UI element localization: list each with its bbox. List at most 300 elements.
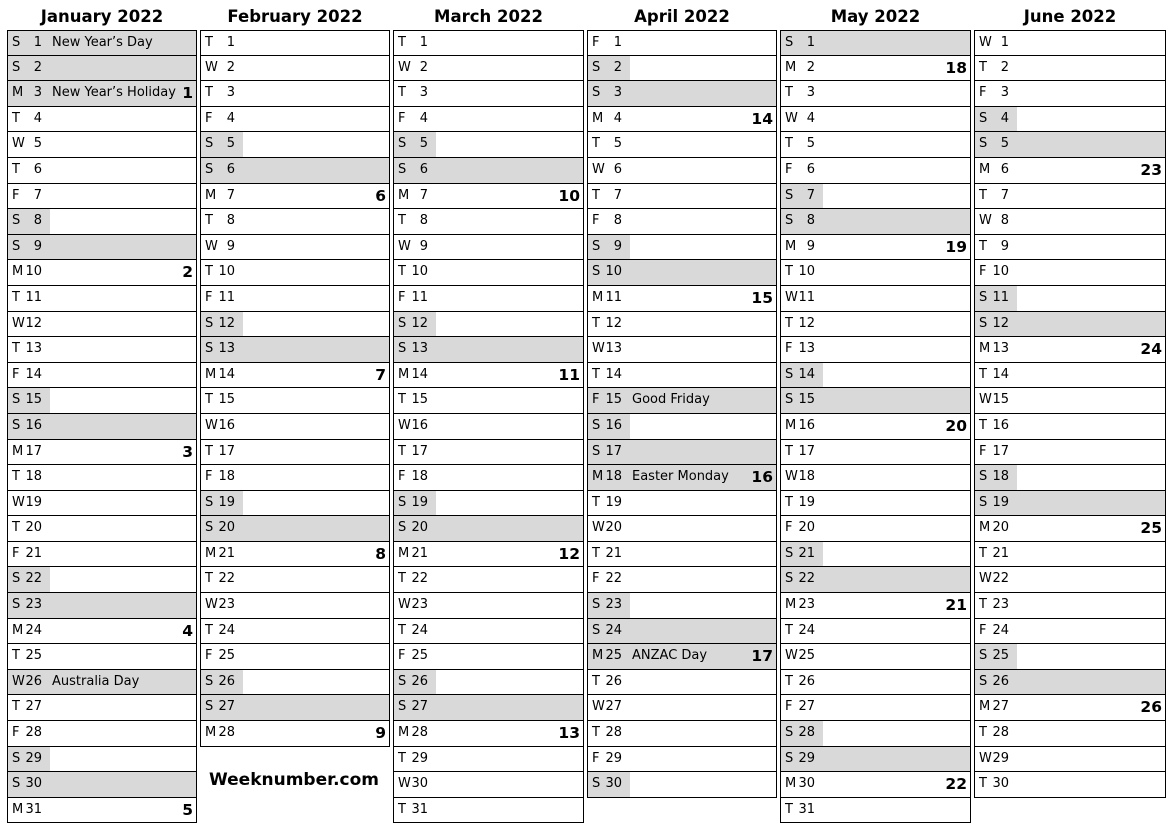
day-row	[394, 30, 583, 56]
day-number: 17	[218, 443, 235, 459]
day-number: 12	[25, 315, 42, 331]
day-row	[394, 747, 583, 773]
day-number: 31	[798, 801, 815, 817]
day-number: 30	[798, 776, 815, 792]
day-row	[394, 388, 583, 414]
day-row	[975, 107, 1165, 133]
day-row	[588, 107, 776, 133]
month-title: January 2022	[40, 7, 164, 26]
day-number: 11	[798, 289, 815, 305]
weekday-letter: M	[592, 469, 604, 485]
day-row	[201, 337, 389, 363]
day-row	[394, 593, 583, 619]
day-row	[781, 81, 970, 107]
weekday-letter: W	[979, 392, 992, 408]
day-number: 20	[992, 520, 1009, 536]
day-number: 5	[1000, 136, 1009, 152]
day-number: 15	[992, 392, 1009, 408]
day-number: 10	[798, 264, 815, 280]
day-number: 12	[605, 315, 622, 331]
day-row	[8, 235, 196, 261]
day-number: 18	[25, 469, 42, 485]
day-row	[588, 158, 776, 184]
week-number: 12	[558, 544, 580, 563]
holiday-name: New Year’s Holiday	[52, 85, 176, 101]
day-number: 24	[605, 622, 622, 638]
day-row	[781, 56, 970, 82]
day-number: 13	[218, 341, 235, 357]
day-list	[393, 30, 584, 823]
day-row	[8, 747, 196, 773]
day-number: 6	[419, 161, 428, 177]
day-row	[975, 747, 1165, 773]
weekday-letter: W	[592, 161, 605, 177]
weekday-letter: S	[592, 264, 601, 280]
day-number: 26	[798, 673, 815, 689]
weekday-letter: T	[205, 35, 213, 50]
day-row	[394, 772, 583, 798]
day-number: 22	[798, 571, 815, 587]
weekday-letter: S	[12, 417, 21, 433]
day-number: 9	[226, 238, 235, 254]
weekday-letter: F	[398, 110, 406, 126]
day-row	[781, 772, 970, 798]
week-number: 13	[558, 724, 580, 743]
weekday-letter: T	[979, 545, 987, 561]
day-row	[781, 567, 970, 593]
day-number: 3	[33, 85, 42, 101]
day-row	[588, 542, 776, 568]
week-number: 24	[1140, 340, 1162, 359]
day-number: 21	[218, 545, 235, 561]
month-title: March 2022	[434, 7, 543, 26]
weekday-letter: T	[12, 341, 20, 357]
month-column	[7, 0, 197, 823]
week-number: 21	[945, 596, 967, 615]
day-row	[201, 107, 389, 133]
day-row	[975, 81, 1165, 107]
weekday-letter: S	[979, 110, 988, 126]
weekday-letter: T	[12, 699, 20, 715]
weekday-letter: W	[398, 597, 411, 613]
weekday-letter: S	[785, 725, 794, 741]
day-row	[8, 619, 196, 645]
weekday-letter: S	[12, 750, 21, 766]
weekday-letter: S	[785, 571, 794, 587]
weekday-letter: T	[398, 392, 406, 408]
day-row	[975, 235, 1165, 261]
holiday-name: Easter Monday	[632, 469, 729, 485]
day-number: 14	[411, 366, 428, 382]
week-number: 25	[1140, 519, 1162, 538]
day-number: 9	[1000, 238, 1009, 254]
day-number: 25	[992, 648, 1009, 664]
weekday-letter: S	[12, 35, 21, 50]
day-row	[781, 619, 970, 645]
day-number: 20	[798, 520, 815, 536]
day-number: 13	[25, 341, 42, 357]
day-number: 1	[1000, 35, 1009, 50]
day-row	[201, 414, 389, 440]
weekday-letter: W	[785, 648, 798, 664]
day-number: 15	[411, 392, 428, 408]
day-row	[394, 516, 583, 542]
day-row	[394, 81, 583, 107]
weekday-letter: M	[12, 264, 24, 280]
day-number: 30	[25, 776, 42, 792]
day-row	[8, 56, 196, 82]
day-number: 16	[218, 417, 235, 433]
day-row	[588, 491, 776, 517]
day-number: 22	[25, 571, 42, 587]
day-number: 28	[992, 725, 1009, 741]
weekday-letter: F	[398, 469, 406, 485]
day-row	[781, 30, 970, 56]
day-number: 27	[992, 699, 1009, 715]
day-row	[781, 132, 970, 158]
day-number: 20	[25, 520, 42, 536]
weekday-letter: S	[979, 469, 988, 485]
day-row	[201, 81, 389, 107]
day-row	[201, 158, 389, 184]
day-row	[394, 209, 583, 235]
weekday-letter: T	[785, 673, 793, 689]
weekday-letter: T	[979, 187, 987, 203]
day-number: 21	[25, 545, 42, 561]
day-row	[975, 30, 1165, 56]
day-row	[8, 312, 196, 338]
day-row	[588, 593, 776, 619]
day-number: 29	[798, 750, 815, 766]
day-row	[975, 286, 1165, 312]
day-number: 4	[1000, 110, 1009, 126]
weekday-letter: M	[979, 161, 991, 177]
day-row	[8, 516, 196, 542]
day-number: 8	[226, 213, 235, 229]
day-row	[201, 132, 389, 158]
day-row	[588, 260, 776, 286]
week-number: 23	[1140, 160, 1162, 179]
day-row	[8, 184, 196, 210]
day-row	[975, 695, 1165, 721]
day-number: 3	[1000, 85, 1009, 101]
day-row	[8, 440, 196, 466]
weekday-letter: S	[592, 443, 601, 459]
day-row	[394, 721, 583, 747]
weekday-letter: S	[785, 366, 794, 382]
day-row	[975, 363, 1165, 389]
day-row	[8, 158, 196, 184]
weekday-letter: W	[398, 417, 411, 433]
weekday-letter: T	[398, 622, 406, 638]
weekday-letter: T	[398, 571, 406, 587]
day-row	[781, 465, 970, 491]
week-number: 9	[375, 724, 386, 743]
day-number: 4	[226, 110, 235, 126]
day-row	[394, 337, 583, 363]
weekday-letter: F	[979, 264, 987, 280]
day-row	[975, 772, 1165, 798]
day-number: 22	[992, 571, 1009, 587]
day-row	[201, 542, 389, 568]
day-row	[394, 465, 583, 491]
day-row	[975, 593, 1165, 619]
weekday-letter: T	[785, 136, 793, 152]
day-row	[8, 798, 196, 824]
day-number: 1	[226, 35, 235, 50]
weekday-letter: S	[205, 341, 214, 357]
weekday-letter: T	[398, 443, 406, 459]
weekday-letter: M	[785, 59, 797, 75]
day-number: 27	[25, 699, 42, 715]
day-number: 20	[218, 520, 235, 536]
day-number: 21	[411, 545, 428, 561]
weekday-letter: S	[12, 776, 21, 792]
day-number: 27	[218, 699, 235, 715]
day-row	[975, 542, 1165, 568]
day-row	[975, 56, 1165, 82]
day-number: 7	[33, 187, 42, 203]
week-number: 3	[182, 442, 193, 461]
day-row	[8, 337, 196, 363]
day-row	[394, 184, 583, 210]
day-row	[394, 158, 583, 184]
day-row	[201, 619, 389, 645]
day-number: 25	[25, 648, 42, 664]
weekday-letter: T	[12, 648, 20, 664]
weekday-letter: T	[205, 392, 213, 408]
weekday-letter: M	[205, 545, 217, 561]
weekday-letter: W	[785, 110, 798, 126]
weekday-letter: S	[12, 597, 21, 613]
day-row	[781, 209, 970, 235]
day-number: 16	[25, 417, 42, 433]
day-row	[201, 235, 389, 261]
day-number: 30	[411, 776, 428, 792]
weekday-letter: S	[979, 648, 988, 664]
weekday-letter: W	[785, 469, 798, 485]
day-row	[781, 286, 970, 312]
weekday-letter: T	[979, 725, 987, 741]
weekday-letter: S	[979, 136, 988, 152]
day-number: 4	[806, 110, 815, 126]
day-row	[588, 388, 776, 414]
weekday-letter: M	[785, 238, 797, 254]
weekday-letter: T	[12, 469, 20, 485]
month-title: June 2022	[1023, 7, 1117, 26]
day-row	[588, 567, 776, 593]
day-row	[201, 593, 389, 619]
day-row	[781, 798, 970, 824]
day-number: 7	[226, 187, 235, 203]
weekday-letter: W	[12, 494, 25, 510]
day-row	[394, 132, 583, 158]
day-number: 8	[613, 213, 622, 229]
day-number: 2	[1000, 59, 1009, 75]
day-number: 8	[33, 213, 42, 229]
day-number: 19	[411, 494, 428, 510]
day-row	[975, 209, 1165, 235]
day-number: 16	[798, 417, 815, 433]
day-number: 27	[798, 699, 815, 715]
day-row	[781, 516, 970, 542]
week-number: 15	[751, 288, 773, 307]
weekday-letter: T	[205, 85, 213, 101]
day-row	[394, 619, 583, 645]
day-row	[975, 721, 1165, 747]
day-row	[201, 388, 389, 414]
day-number: 11	[25, 289, 42, 305]
weekday-letter: S	[785, 213, 794, 229]
weekday-letter: M	[12, 443, 24, 459]
weekday-letter: S	[398, 136, 407, 152]
day-number: 6	[1000, 161, 1009, 177]
weekday-letter: T	[398, 213, 406, 229]
day-number: 12	[218, 315, 235, 331]
day-number: 2	[613, 59, 622, 75]
day-row	[201, 440, 389, 466]
day-number: 22	[218, 571, 235, 587]
weekday-letter: S	[398, 699, 407, 715]
week-number: 8	[375, 544, 386, 563]
weekday-letter: W	[398, 59, 411, 75]
weekday-letter: T	[592, 494, 600, 510]
month-column	[200, 0, 390, 747]
weekday-letter: S	[205, 673, 214, 689]
weekday-letter: F	[12, 366, 20, 382]
day-number: 25	[605, 648, 622, 664]
day-number: 23	[218, 597, 235, 613]
day-row	[394, 260, 583, 286]
weekday-letter: T	[398, 801, 406, 817]
weekday-letter: T	[785, 443, 793, 459]
day-number: 26	[605, 673, 622, 689]
day-number: 18	[992, 469, 1009, 485]
day-number: 6	[613, 161, 622, 177]
week-number: 6	[375, 186, 386, 205]
day-number: 25	[411, 648, 428, 664]
weekday-letter: W	[12, 673, 25, 689]
day-number: 26	[218, 673, 235, 689]
weekday-letter: F	[785, 161, 793, 177]
day-number: 26	[992, 673, 1009, 689]
day-row	[588, 132, 776, 158]
day-row	[201, 184, 389, 210]
day-number: 1	[419, 35, 428, 50]
day-number: 6	[806, 161, 815, 177]
weekday-letter: M	[979, 341, 991, 357]
weekday-letter: W	[592, 699, 605, 715]
weekday-letter: M	[592, 648, 604, 664]
day-number: 11	[411, 289, 428, 305]
week-number: 18	[945, 58, 967, 77]
day-row	[201, 644, 389, 670]
site-name: Weeknumber.com	[208, 770, 380, 790]
weekday-letter: S	[785, 35, 794, 50]
weekday-letter: T	[12, 289, 20, 305]
weekday-letter: T	[398, 264, 406, 280]
day-number: 2	[226, 59, 235, 75]
week-number: 11	[558, 365, 580, 384]
day-row	[8, 30, 196, 56]
day-row	[201, 260, 389, 286]
weekday-letter: T	[205, 571, 213, 587]
day-number: 10	[992, 264, 1009, 280]
weekday-letter: S	[398, 341, 407, 357]
day-row	[588, 747, 776, 773]
day-number: 9	[419, 238, 428, 254]
day-list	[780, 30, 971, 823]
day-row	[394, 542, 583, 568]
weekday-letter: F	[592, 571, 600, 587]
day-number: 14	[605, 366, 622, 382]
day-row	[8, 81, 196, 107]
weekday-letter: F	[979, 443, 987, 459]
weekday-letter: F	[398, 648, 406, 664]
day-row	[394, 363, 583, 389]
day-number: 26	[25, 673, 42, 689]
day-row	[975, 516, 1165, 542]
day-number: 3	[419, 85, 428, 101]
weekday-letter: S	[205, 494, 214, 510]
day-row	[781, 747, 970, 773]
day-number: 28	[605, 725, 622, 741]
weekday-letter: S	[398, 520, 407, 536]
day-row	[588, 235, 776, 261]
day-row	[201, 209, 389, 235]
day-row	[781, 312, 970, 338]
day-number: 1	[806, 35, 815, 50]
weekday-letter: T	[785, 801, 793, 817]
day-row	[588, 721, 776, 747]
week-number: 14	[751, 109, 773, 128]
weekday-letter: M	[12, 801, 24, 817]
day-row	[201, 516, 389, 542]
weekday-letter: F	[979, 85, 987, 101]
day-row	[588, 286, 776, 312]
day-number: 31	[411, 801, 428, 817]
weekday-letter: W	[205, 59, 218, 75]
weekday-letter: S	[592, 238, 601, 254]
day-row	[201, 286, 389, 312]
day-number: 29	[25, 750, 42, 766]
weekday-letter: M	[12, 85, 24, 101]
day-number: 30	[605, 776, 622, 792]
day-number: 1	[33, 35, 42, 50]
weekday-letter: T	[592, 136, 600, 152]
day-row	[201, 363, 389, 389]
day-number: 17	[992, 443, 1009, 459]
week-number: 7	[375, 365, 386, 384]
weekday-letter: F	[592, 750, 600, 766]
weekday-letter: W	[979, 750, 992, 766]
day-row	[8, 260, 196, 286]
day-row	[8, 132, 196, 158]
weekday-letter: S	[592, 597, 601, 613]
weekday-letter: T	[785, 494, 793, 510]
day-row	[8, 542, 196, 568]
day-row	[8, 670, 196, 696]
day-number: 30	[992, 776, 1009, 792]
day-row	[201, 465, 389, 491]
day-row	[588, 465, 776, 491]
day-number: 16	[605, 417, 622, 433]
day-list	[587, 30, 777, 798]
weekday-letter: T	[205, 443, 213, 459]
weekday-letter: S	[785, 750, 794, 766]
weekday-letter: S	[398, 315, 407, 331]
day-row	[588, 337, 776, 363]
